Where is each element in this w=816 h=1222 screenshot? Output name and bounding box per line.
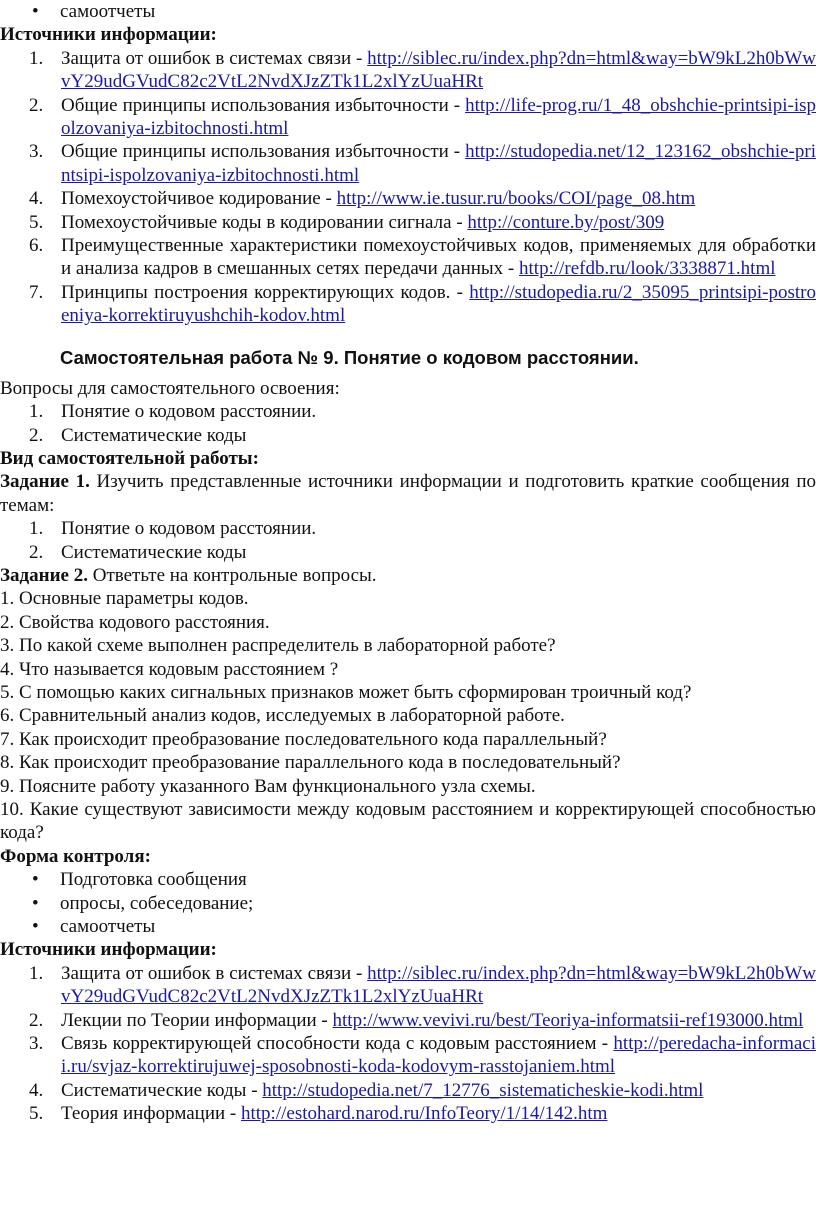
item-number: 3. <box>29 141 44 163</box>
control-question: 8. Как происходит преобразование параллельного кода в последовательный? <box>0 752 621 774</box>
source-title: Систематические коды - <box>61 1079 263 1101</box>
control-question: 4. Что называется кодовым расстоянием ? <box>0 658 339 680</box>
list-item: 1. Понятие о кодовом расстоянии. <box>29 401 317 423</box>
work-type-heading: Вид самостоятельной работы: <box>0 447 259 469</box>
source-item <box>0 234 816 281</box>
source-link[interactable]: http://estohard.narod.ru/InfoTeory/1/14/142.htm <box>241 1103 608 1125</box>
list-item: • Подготовка сообщения <box>32 869 247 891</box>
item-number: 2. <box>29 424 44 446</box>
item-number: 1. <box>29 401 44 423</box>
source-title: Теория информации - <box>61 1103 241 1125</box>
source-title: Общие принципы использования избыточности - <box>61 141 466 163</box>
intro-bullet-list <box>0 0 816 23</box>
item-number: 6. <box>29 235 44 257</box>
list-item: • опросы, собеседование; <box>32 892 254 914</box>
task2-label: Задание 2. <box>0 564 88 586</box>
item-number: 4. <box>29 1079 44 1101</box>
source-link[interactable]: http://www.ie.tusur.ru/books/COI/page_08.htm <box>336 188 696 210</box>
control-question: 6. Сравнительный анализ кодов, исследуемых в лабораторной работе. <box>0 705 565 727</box>
item-number: 5. <box>29 211 44 233</box>
control-question: 7. Как происходит преобразование последовательного кода параллельный? <box>0 728 607 750</box>
source-title: Связь корректирующей способности кода с кодовым расстоянием - <box>61 1033 614 1055</box>
source-item <box>0 1102 816 1125</box>
item-number: 4. <box>29 188 44 210</box>
source-link[interactable]: http://www.vevivi.ru/best/Teoriya-informatsii-ref193000.html <box>332 1009 804 1031</box>
section-title: Самостоятельная работа № 9. Понятие о кодовом расстоянии. <box>60 346 639 368</box>
sources-heading: Источники информации: <box>0 24 217 46</box>
item-number: 7. <box>29 281 44 303</box>
task2-paragraph: Задание 2. Ответьте на контрольные вопросы. <box>0 564 377 586</box>
list-item: • самоотчеты <box>32 1 156 22</box>
source-link[interactable]: http://peredacha-informacii.ru/svjaz-korrektirujuwej-sposobnosti-koda-kodovym-rasstojaniem.html <box>61 1033 816 1078</box>
control-question: 10. Какие существуют зависимости между кодовым расстоянием и корректирующей способностью кода? <box>0 799 816 844</box>
bullet-icon: • <box>32 869 39 891</box>
item-number: 2. <box>29 1009 44 1031</box>
control-question: 5. С помощью каких сигнальных признаков может быть сформирован троичный код? <box>0 681 692 703</box>
source-item <box>0 1079 816 1102</box>
source-link[interactable]: http://conture.by/post/309 <box>467 211 665 233</box>
list-item: 1. Понятие о кодовом расстоянии. <box>29 518 317 540</box>
control-question: 3. По какой схеме выполнен распределитель в лабораторной работе? <box>0 635 556 657</box>
control-question: 9. Поясните работу указанного Вам функционального узла схемы. <box>0 775 536 797</box>
source-item <box>0 281 816 328</box>
source-item <box>0 211 816 234</box>
bullet-icon: • <box>32 892 39 914</box>
source-title: Защита от ошибок в системах связи - <box>61 47 368 69</box>
item-number: 3. <box>29 1033 44 1055</box>
questions-list <box>0 400 816 447</box>
control-question: 1. Основные параметры кодов. <box>0 588 249 610</box>
source-title: Принципы построения корректирующих кодов. - <box>61 281 470 303</box>
list-item: • самоотчеты <box>32 916 156 938</box>
bullet-icon: • <box>32 1 39 22</box>
source-item <box>0 962 816 1009</box>
source-item <box>0 94 816 141</box>
source-title: Защита от ошибок в системах связи - <box>61 962 368 984</box>
item-number: 1. <box>29 962 44 984</box>
sources-list <box>0 962 816 1126</box>
source-link[interactable]: http://refdb.ru/look/3338871.html <box>519 258 776 280</box>
source-title: Помехоустойчивое кодирование - <box>61 188 337 210</box>
source-item <box>0 1009 816 1032</box>
item-number: 2. <box>29 541 44 563</box>
questions-intro: Вопросы для самостоятельного освоения: <box>0 377 340 399</box>
source-item <box>0 1032 816 1079</box>
task1-list <box>0 517 816 564</box>
item-number: 2. <box>29 94 44 116</box>
control-form-list <box>0 868 816 938</box>
control-form-heading: Форма контроля: <box>0 845 151 867</box>
source-item <box>0 187 816 210</box>
list-item: 2. Систематические коды <box>29 541 247 563</box>
source-title: Преимущественные характеристики помехоустойчивых кодов, применяемых для обработки и анализа кадров в смешанных сетях передачи данных - <box>61 235 816 280</box>
item-number: 5. <box>29 1103 44 1125</box>
source-title: Помехоустойчивые коды в кодировании сигнала - <box>61 211 468 233</box>
source-item <box>0 47 816 94</box>
source-link[interactable]: http://siblec.ru/index.php?dn=html&way=bW9kL2h0bWwvY29udGVudC82c2VtL2NvdXJzZTk1L2xlYzUuaHRt <box>61 962 816 1008</box>
source-link[interactable]: http://studopedia.ru/2_35095_printsipi-postroeniya-korrektiruyushchih-kodov.html <box>61 281 816 327</box>
source-link[interactable]: http://life-prog.ru/1_48_obshchie-printsipi-ispolzovaniya-izbitochnosti.html <box>61 94 816 140</box>
source-link[interactable]: http://studopedia.net/7_12776_sistematicheskie-kodi.html <box>262 1079 704 1101</box>
bullet-icon: • <box>32 916 39 938</box>
source-link[interactable]: http://studopedia.net/12_123162_obshchie-printsipi-ispolzovaniya-izbitochnosti.html <box>61 141 816 186</box>
sources-heading: Источники информации: <box>0 939 217 961</box>
sources-list <box>0 47 816 328</box>
source-link[interactable]: http://siblec.ru/index.php?dn=html&way=bW9kL2h0bWwvY29udGVudC82c2VtL2NvdXJzZTk1L2xlYzUuaHRt <box>61 47 816 93</box>
control-question: 2. Свойства кодового расстояния. <box>0 611 270 633</box>
source-title: Лекции по Теории информации - <box>61 1009 333 1031</box>
source-item <box>0 140 816 187</box>
control-questions <box>0 587 816 844</box>
item-number: 1. <box>29 47 44 69</box>
task1-label: Задание 1. <box>0 471 90 493</box>
task1-paragraph: Задание 1. Изучить представленные источники информации и подготовить краткие сообщения по темам: <box>0 471 816 516</box>
list-item: 2. Систематические коды <box>29 424 247 446</box>
source-title: Общие принципы использования избыточности - <box>61 94 466 116</box>
item-number: 1. <box>29 518 44 540</box>
